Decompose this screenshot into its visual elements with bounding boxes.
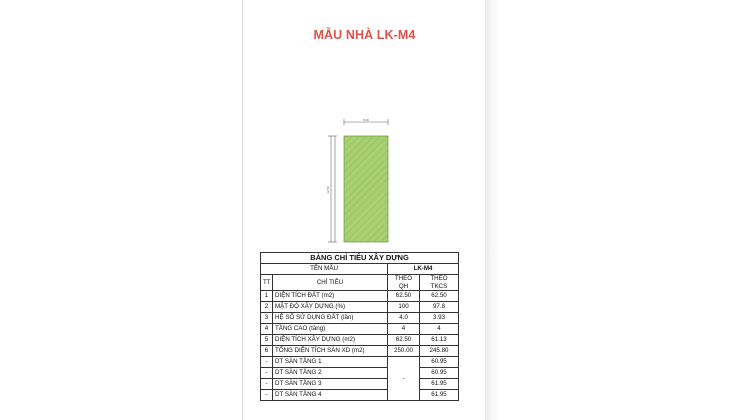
construction-indicators-table	[260, 252, 459, 401]
row-item: DIỆN TÍCH XÂY DỰNG (m2)	[273, 335, 388, 346]
row-tkcs: 61.95	[420, 390, 459, 401]
row-tt: 6	[261, 346, 273, 357]
dimension-label-top: 5.00	[363, 118, 369, 122]
row-tt: 4	[261, 324, 273, 335]
header-tt: TT	[261, 275, 273, 291]
row-tkcs: 60.95	[420, 357, 459, 368]
row-item: DT SÀN TẦNG 2	[273, 368, 388, 379]
table-row	[261, 346, 459, 357]
row-qh: 100	[388, 302, 420, 313]
row-qh: 4	[388, 324, 420, 335]
row-qh: 4.0	[388, 313, 420, 324]
row-item: DT SÀN TẦNG 1	[273, 357, 388, 368]
table-title: BẢNG CHỈ TIÊU XÂY DỰNG	[261, 253, 459, 264]
document-title: MẪU NHÀ LK-M4	[313, 28, 416, 42]
row-item: TỔNG DIỆN TÍCH SÀN XD (m2)	[273, 346, 388, 357]
header-qh: THEO QH	[388, 275, 420, 291]
row-tt: 1	[261, 291, 273, 302]
header-tkcs: THEO TKCS	[420, 275, 459, 291]
sample-label: TÊN MẪU	[261, 264, 388, 275]
row-tt: -	[261, 357, 273, 368]
row-tkcs: 60.95	[420, 368, 459, 379]
sample-name: LK-M4	[388, 264, 459, 275]
table-row	[261, 390, 459, 401]
row-item: DT SÀN TẦNG 4	[273, 390, 388, 401]
row-tkcs: 245.80	[420, 346, 459, 357]
table-row	[261, 368, 459, 379]
header-item: CHỈ TIÊU	[273, 275, 388, 291]
table-row	[261, 291, 459, 302]
row-tkcs: 3.93	[420, 313, 459, 324]
table-row	[261, 379, 459, 390]
row-tt: -	[261, 368, 273, 379]
floor-qh-merged: -	[388, 357, 420, 401]
row-item: DT SÀN TẦNG 3	[273, 379, 388, 390]
table-row	[261, 324, 459, 335]
table-row	[261, 313, 459, 324]
row-tt: -	[261, 379, 273, 390]
row-tt: 2	[261, 302, 273, 313]
row-item: MẬT ĐỘ XÂY DỰNG (%)	[273, 302, 388, 313]
row-item: TẦNG CAO (tầng)	[273, 324, 388, 335]
row-tt: -	[261, 390, 273, 401]
row-tt: 3	[261, 313, 273, 324]
row-tkcs: 61.95	[420, 379, 459, 390]
lot-area	[344, 136, 388, 242]
table-row	[261, 335, 459, 346]
row-item: DIỆN TÍCH ĐẤT (m2)	[273, 291, 388, 302]
dimension-label-side: 12.50	[326, 186, 330, 194]
row-qh: 62.50	[388, 291, 420, 302]
row-qh: 250.00	[388, 346, 420, 357]
row-item: HỆ SỐ SỬ DỤNG ĐẤT (lần)	[273, 313, 388, 324]
table-row	[261, 357, 459, 368]
row-tt: 5	[261, 335, 273, 346]
table-row	[261, 302, 459, 313]
row-qh: 62.50	[388, 335, 420, 346]
row-tkcs: 4	[420, 324, 459, 335]
row-tkcs: 97.8	[420, 302, 459, 313]
row-tkcs: 62.50	[420, 291, 459, 302]
row-tkcs: 61.13	[420, 335, 459, 346]
